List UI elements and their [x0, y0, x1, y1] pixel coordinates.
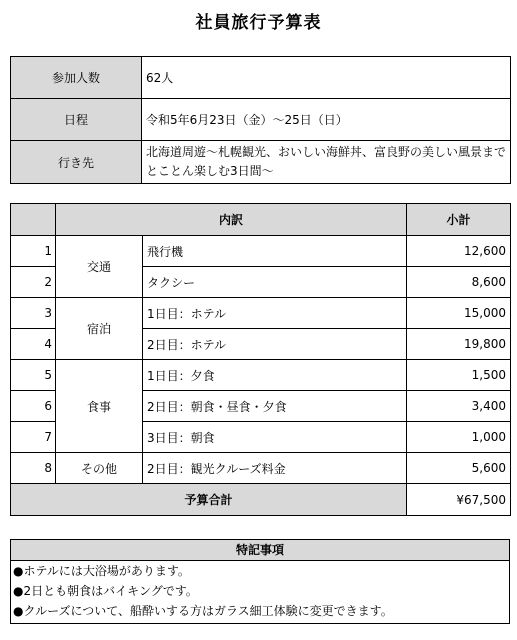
item-cell: 飛行機 [143, 236, 407, 267]
amount-cell: 8,600 [407, 267, 511, 298]
item-cell: 3日目：朝食 [143, 422, 407, 453]
row-number: 7 [11, 422, 56, 453]
budget-table [10, 203, 511, 516]
info-label: 行き先 [11, 141, 142, 184]
amount-cell: 1,500 [407, 360, 511, 391]
info-value: 62人 [142, 57, 511, 99]
row-number: 6 [11, 391, 56, 422]
category-cell: その他 [56, 453, 143, 484]
amount-cell: 15,000 [407, 298, 511, 329]
item-cell: 2日目：観光クルーズ料金 [143, 453, 407, 484]
table-row [11, 298, 511, 329]
total-row [11, 484, 511, 516]
item-cell: 1日目：夕食 [143, 360, 407, 391]
amount-cell: 19,800 [407, 329, 511, 360]
category-cell: 食事 [56, 360, 143, 453]
table-row [11, 453, 511, 484]
category-cell: 宿泊 [56, 298, 143, 360]
budget-header-row [11, 204, 511, 236]
amount-cell: 3,400 [407, 391, 511, 422]
notes-title: 特記事項 [11, 540, 509, 561]
note-item: ●クルーズについて、船酔いする方はガラス細工体験に変更できます。 [13, 604, 393, 618]
note-item: ●2日とも朝食はバイキングです。 [13, 584, 198, 598]
row-number: 1 [11, 236, 56, 267]
info-row-participants [11, 57, 511, 99]
total-amount: ¥67,500 [407, 484, 511, 516]
amount-cell: 1,000 [407, 422, 511, 453]
header-detail: 内訳 [56, 204, 407, 236]
header-subtotal: 小計 [407, 204, 511, 236]
note-item: ●ホテルには大浴場があります。 [13, 564, 190, 578]
info-label: 参加人数 [11, 57, 142, 99]
item-cell: タクシー [143, 267, 407, 298]
info-label: 日程 [11, 99, 142, 141]
row-number: 3 [11, 298, 56, 329]
table-row [11, 236, 511, 267]
total-label: 予算合計 [11, 484, 407, 516]
header-no [11, 204, 56, 236]
info-value: 北海道周遊～札幌観光、おいしい海鮮丼、富良野の美しい風景までとことん楽しむ3日間～ [142, 141, 511, 184]
notes-box [10, 539, 510, 624]
amount-cell: 12,600 [407, 236, 511, 267]
row-number: 5 [11, 360, 56, 391]
info-value: 令和5年6月23日（金）～25日（日） [142, 99, 511, 141]
category-cell: 交通 [56, 236, 143, 298]
amount-cell: 5,600 [407, 453, 511, 484]
page-title: 社員旅行予算表 [195, 13, 322, 33]
info-row-schedule [11, 99, 511, 141]
item-cell: 2日目：朝食・昼食・夕食 [143, 391, 407, 422]
item-cell: 2日目：ホテル [143, 329, 407, 360]
row-number: 2 [11, 267, 56, 298]
info-table [10, 56, 511, 184]
info-row-destination [11, 141, 511, 184]
row-number: 8 [11, 453, 56, 484]
item-cell: 1日目：ホテル [143, 298, 407, 329]
table-row [11, 360, 511, 391]
row-number: 4 [11, 329, 56, 360]
